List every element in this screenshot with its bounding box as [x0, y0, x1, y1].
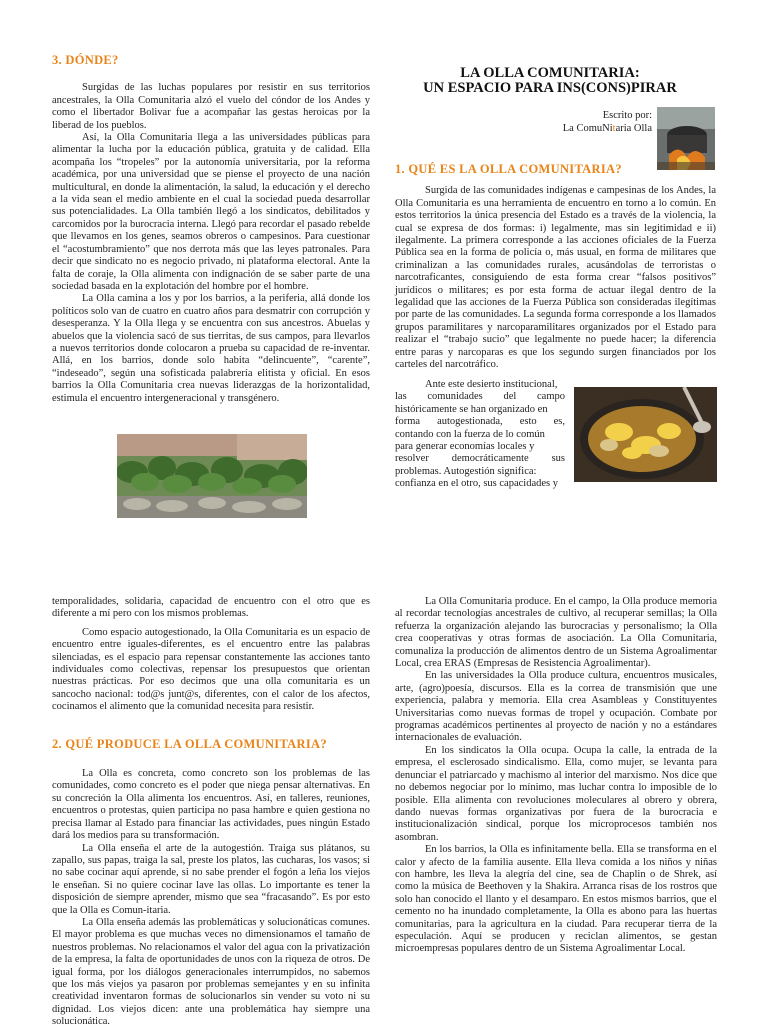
pot-on-fire-photo	[657, 107, 715, 170]
section-heading-donde: 3. DÓNDE?	[52, 53, 119, 67]
section-heading-que-produce: 2. QUÉ PRODUCE LA OLLA COMUNITARIA?	[52, 736, 327, 751]
title-line-1: LA OLLA COMUNITARIA:	[460, 65, 640, 81]
document-title	[400, 66, 700, 96]
section-que-es	[395, 163, 716, 372]
paragraph: temporalidades, solidaria, capacidad de encuentro con el otro que es diferente a mí pero con los mismos problemas.	[52, 596, 370, 620]
paragraph: En los sindicatos la Olla ocupa. Ocupa la calle, la entrada de la empresa, el esclerosado sindicalismo. Ella, como mujer, se levanta para denunciar el patriarcado y machismo al interior del marxismo. Nos dice que no debemos negociar por lo mínimo, mas luchar contra lo imposible de lo posible. Ella alimenta con revoluciones moleculares al obrero y obrera, dando nuevas formas organizativas por fuera de la burocracia e institucionalización sindical, porque los microprocesos también nos asombran.	[395, 744, 717, 843]
paragraph: Surgidas de las luchas populares por resistir en sus territorios ancestrales, la Olla Comunitaria alzó el vuelo del cóndor de los Andes y como el libertador Bolivar fue a acompañar las gestas heroicas por la liberad de los pueblos.	[52, 82, 370, 131]
wrapped-paragraph: Ante este desierto institucional, las comunidades del campo históricamente se han organizado en forma autogestionada, esto es, contando con la fuerza de lo común para generar economías locales y resolver democráticamente sus problemas. Autogestión significa: confianza en el otro, sus capacidades y	[395, 379, 565, 490]
paragraph: Así, la Olla Comunitaria llega a las universidades públicas para alimentar la lucha por la educación pública, gratuita y de calidad. Ella acompaña los “tropeles” por la autonomía universitaria, por la reforma académica, por una universidad que se piense el proyecto de una nación multicultural, en donde la alimentación, la salud, la educación y el derecho a la vida sean el medio ambiente en el cual la sociedad pueda desarrollar sus potencialidades. La Olla también llegó a los sindicatos, debilitados y carcomidos por la burocracia interna. Llegó para recordar el pasado rebelde que llevamos en los genes, seamos obreros o campesinos. Para cuestionar el “acostumbramiento” que nos derrota más que las leyes patronales. Para decir que sindicato no es negocio privado, ni plataforma electoral. Ante la falta de coraje, la Olla alimenta con indignación de se saber parte de una sociedad basada en la explotación del hombre por el hombre.	[52, 132, 370, 292]
paragraph: La Olla enseña además las problemáticas y solucionáticas comunes. El mayor problema es que muchas veces no dimensionamos el tamaño de nuestros problemas. No relacionamos el valor del agua con la privatización de la empresa, la falta de oportunidades de unos con la riqueza de otros. De igual forma, por los diálogos generacionales interrumpidos, no sabemos que los más viejos ya pasaron por problemas semejantes y en su infinita creatividad inventaron formas de solucionarlos sin vender su voto ni su dignidad. Los viejos dicen: ante una problemática hay siempre una solucionática.	[52, 916, 370, 1028]
paragraph: Como espacio autogestionado, la Olla Comunitaria es un espacio de encuentro entre iguales-diferentes, es el encuentro entre las palabras silenciadas, es el espacio para repensar constantemente las acciones tanto individuales como colectivas, repensar los presupuestos que orientan nuestras prácticas. Por eso decimos que una olla comunitaria es un sancocho nacional: tod@s junt@s, diferentes, con el calor de los afectos, cocinamos el alimento que la comunidad necesita para resistir.	[52, 626, 370, 713]
paragraph: Surgida de las comunidades indígenas e campesinas de los Andes, la Olla Comunitaria es una herramienta de encuentro en torno a lo común. En estos territorios la única presencia del Estado es a través de la violencia, la cual se expresa de dos formas: i) legalmente, mas sin legitimidad e ii) ilegalmente. La primera corresponde a las acciones oficiales de la Fuerza Pública sea en la forma de policía o, más usual, en forma de militares que criminalizan a las comunidades rurales, acusándolas de terroristas o narcotraficantes, consiguiendo de esta forma crear “falsos positivos” jurídicos o militares; es por esta forma de actuar ilegal dentro de la legalidad que las acciones de la Fuerza Pública son consideradas ilegítimas por parte de las comunidades. La segunda forma corresponde a los llamados grupos paramilitares y narcoparamilitares organizados por el Estado para realizar el “trabajo sucio” que legalmente no puede hacer; la diferencia entre paras y narcoparas es que los segundo surgen financiados por los carteles del narcotráfico.	[395, 185, 716, 371]
lower-left-column	[52, 596, 370, 1029]
greenhouse-crops-photo	[117, 434, 307, 518]
title-line-2: UN ESPACIO PARA INS(CONS)PIRAR	[423, 80, 677, 96]
paragraph: La Olla Comunitaria produce. En el campo, la Olla produce memoria al recordar tecnologías ancestrales de cultivo, al recuperar semillas; la Olla refuerza la organización alejando las burocracias y personalismo; la Olla crea cooperativas y otras formas de asociación. La Olla Comunitaria, comunaliza la producción de alimentos dentro de un Sistema Agroalimentar Local, crea ERAS (Empresas de Resistencia Agroalimentar).	[395, 596, 717, 670]
paragraph: La Olla enseña el arte de la autogestión. Traiga sus plátanos, su zapallo, sus papas, traiga la sal, preste los platos, las cucharas, los vasos; si no sabe cocinar aquí aprende, si no sabe prender el fogón a leña los viejos le enseñan. Si no quiere cocinar lave las ollas. Lo importante es tener la disposición de siempre aprender, mismo que sea “fracasando”. Es por esto que la Olla es Comun-itaria.	[52, 842, 370, 916]
paragraph: La Olla camina a los y por los barrios, a la periferia, allá donde los políticos solo van de cuatro en cuatro años para desmatrir con corrupción y desesperanza. Y la Olla llega y se encuentra con sus ancestros. Abuelas y abuelos que la violencia sacó de sus tierritas, de sus campos, para llevarlos a nuevos territorios donde colocaron a prueba su capacidad de re-inventar. Allá, en los barrios, donde solo habita “delincuente”, “carente”, “indeseado”, según una sofisticada palabrería elitista y oficial. En esos barrios la Olla Comunitaria crea nuevas liderazgas de la horizontalidad, estimula el encuentro intergeneracional y transgénero.	[52, 293, 370, 404]
byline	[520, 110, 652, 135]
byline-author: La ComuNitaria Olla	[562, 122, 652, 134]
paragraph: En las universidades la Olla produce cultura, encuentros musicales, arte, (agro)poesía, discursos. Ella es la correa de transmisión que une experiencia, palabra y memoria. Ella crea Asambleas y Constituyentes Universitarias como nuevas formas de tropel y ocupación. Combate por programas académicos pertinentes al proyecto de nación y no a estándares internacionales de evaluación.	[395, 670, 717, 744]
lower-right-column	[395, 596, 717, 956]
section-donde	[52, 54, 370, 405]
paragraph: La Olla es concreta, como concreto son los problemas de las comunidades, como concreto es el poder que niega pensar alternativas. En su concreción la Olla alimenta los encuentros. Así, en talleres, reuniones, encuentros o protestas, quien participa no pasa hambre e quien gestiona no precisa llamar al Estado para financiar las actividades, pues ningún Estado dará los medios para su transformación.	[52, 768, 370, 842]
byline-label: Escrito por:	[602, 110, 652, 121]
paragraph: En los barrios, la Olla es infinitamente bella. Ella se transforma en el calor y afecto de la familia ausente. Ella lleva comida a los niños y niñas con hambre, les lleva la alegría del cine, sea de Chaplin o de Shrek, así como la música de Beethoven y la Shakira. Arranca risas de los rostros que solo han conocido el llanto y el desamparo. En estos mismos barrios, que el cemento no ha inundado completamente, la Olla es abono para las huertas comunitarias, para la agricultura en la ciudad. Para recuperar tierra de la especulación. Aquí se producen y reciclan alimentos, se gestan microempresas populares dentro de un Sistema Agroalimentar Local.	[395, 844, 717, 955]
cooking-pot-photo	[574, 387, 717, 482]
section-heading-que-es: 1. QUÉ ES LA OLLA COMUNITARIA?	[395, 162, 622, 176]
